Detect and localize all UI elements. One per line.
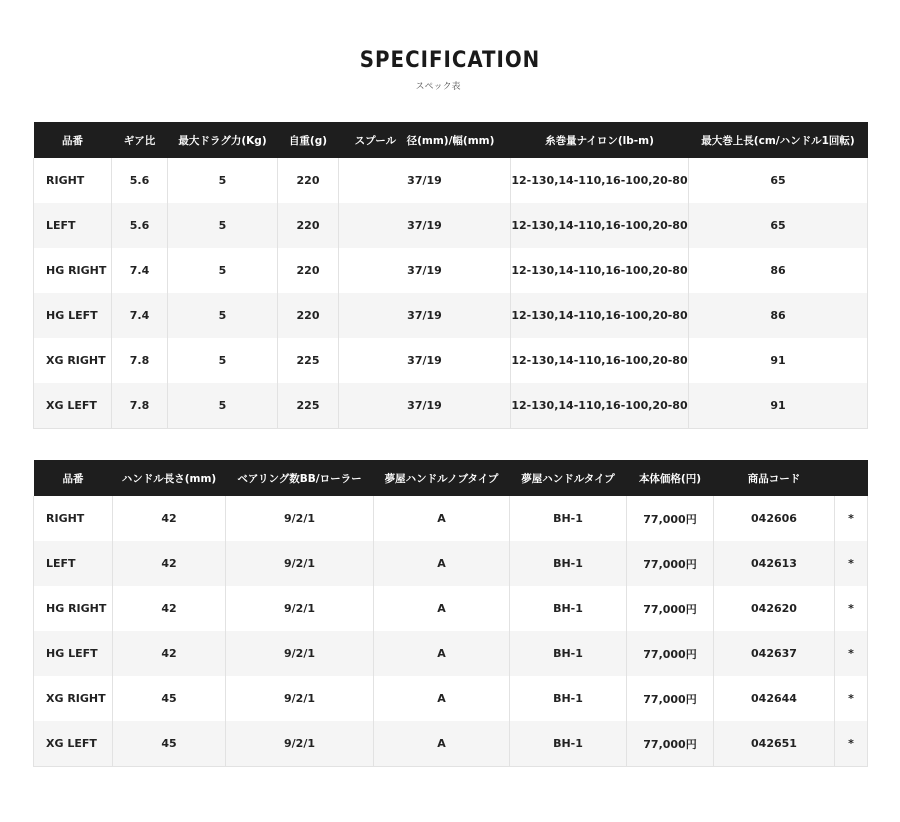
spec-cell: 12-130,14-110,16-100,20-80	[511, 293, 689, 338]
model-name-cell: HG RIGHT	[34, 248, 112, 293]
product-cell: A	[374, 496, 510, 541]
model-name-cell: HG LEFT	[34, 631, 113, 676]
spec-cell: 5	[168, 293, 278, 338]
spec-cell: 37/19	[339, 203, 511, 248]
product-cell: 042620	[714, 586, 835, 631]
table-row	[34, 293, 868, 338]
product-cell: BH-1	[510, 631, 627, 676]
spec-cell: 5	[168, 248, 278, 293]
product-table-header	[34, 460, 868, 496]
model-name-cell: RIGHT	[34, 158, 112, 203]
product-cell: 42	[113, 631, 226, 676]
spec-cell: 37/19	[339, 248, 511, 293]
spec-cell: 5	[168, 158, 278, 203]
table-row	[34, 496, 868, 541]
spec-cell: 7.4	[112, 293, 168, 338]
product-table-body	[34, 496, 868, 767]
spec-header-cell: スプール 径(mm)/幅(mm)	[339, 122, 511, 158]
spec-cell: 65	[689, 203, 868, 248]
product-cell: 9/2/1	[226, 721, 374, 767]
spec-header-cell: 最大巻上長(cm/ハンドル1回転)	[689, 122, 868, 158]
product-cell: 9/2/1	[226, 676, 374, 721]
spec-header-cell: ギア比	[112, 122, 168, 158]
product-cell: 42	[113, 496, 226, 541]
product-cell: 042613	[714, 541, 835, 586]
spec-table	[33, 122, 868, 429]
spec-cell: 37/19	[339, 383, 511, 429]
table-row	[34, 631, 868, 676]
spec-cell: 12-130,14-110,16-100,20-80	[511, 248, 689, 293]
table-row	[34, 676, 868, 721]
spec-cell: 86	[689, 293, 868, 338]
product-cell: BH-1	[510, 676, 627, 721]
spec-cell: 12-130,14-110,16-100,20-80	[511, 203, 689, 248]
product-cell: 042637	[714, 631, 835, 676]
product-cell: 42	[113, 586, 226, 631]
spec-cell: 12-130,14-110,16-100,20-80	[511, 338, 689, 383]
spec-cell: 225	[278, 338, 339, 383]
product-cell: BH-1	[510, 496, 627, 541]
product-cell: BH-1	[510, 721, 627, 767]
product-cell: *	[835, 631, 868, 676]
page-title: SPECIFICATION	[359, 48, 541, 73]
product-cell: 42	[113, 541, 226, 586]
spec-header-cell: 品番	[34, 122, 112, 158]
product-cell: *	[835, 721, 868, 767]
spec-cell: 37/19	[339, 293, 511, 338]
product-cell: 77,000円	[627, 541, 714, 586]
spec-cell: 37/19	[339, 158, 511, 203]
spec-cell: 220	[278, 248, 339, 293]
product-cell: 45	[113, 676, 226, 721]
spec-cell: 5	[168, 383, 278, 429]
spec-cell: 12-130,14-110,16-100,20-80	[511, 158, 689, 203]
product-header-cell: ベアリング数BB/ローラー	[226, 460, 374, 496]
product-cell: A	[374, 586, 510, 631]
product-cell: BH-1	[510, 541, 627, 586]
spec-cell: 7.4	[112, 248, 168, 293]
product-cell: 042606	[714, 496, 835, 541]
product-cell: *	[835, 496, 868, 541]
model-name-cell: HG RIGHT	[34, 586, 113, 631]
product-cell: 9/2/1	[226, 496, 374, 541]
spec-table-body	[34, 158, 868, 429]
table-row	[34, 203, 868, 248]
table-row	[34, 721, 868, 767]
page-subtitle: スペック表	[415, 82, 461, 92]
product-header-cell: ハンドル長さ(mm)	[113, 460, 226, 496]
product-cell: 77,000円	[627, 676, 714, 721]
spec-cell: 220	[278, 293, 339, 338]
product-cell: A	[374, 721, 510, 767]
spec-cell: 7.8	[112, 383, 168, 429]
spec-cell: 7.8	[112, 338, 168, 383]
spec-cell: 86	[689, 248, 868, 293]
table-row	[34, 586, 868, 631]
product-header-cell: 商品コード	[714, 460, 835, 496]
product-header-cell: 本体価格(円)	[627, 460, 714, 496]
spec-cell: 91	[689, 338, 868, 383]
spec-cell: 91	[689, 383, 868, 429]
spec-header-cell: 糸巻量ナイロン(lb-m)	[511, 122, 689, 158]
product-cell: 77,000円	[627, 586, 714, 631]
product-cell: 45	[113, 721, 226, 767]
spec-cell: 37/19	[339, 338, 511, 383]
table-row	[34, 541, 868, 586]
product-cell: A	[374, 631, 510, 676]
product-cell: 042651	[714, 721, 835, 767]
product-header-cell	[835, 460, 868, 496]
model-name-cell: XG RIGHT	[34, 676, 113, 721]
spec-cell: 5.6	[112, 158, 168, 203]
spec-table-header	[34, 122, 868, 158]
model-name-cell: LEFT	[34, 541, 113, 586]
spec-cell: 5	[168, 338, 278, 383]
product-cell: *	[835, 676, 868, 721]
spec-cell: 65	[689, 158, 868, 203]
product-cell: *	[835, 586, 868, 631]
table-row	[34, 248, 868, 293]
product-cell: 042644	[714, 676, 835, 721]
product-cell: 9/2/1	[226, 586, 374, 631]
product-header-cell: 夢屋ハンドルタイプ	[510, 460, 627, 496]
model-name-cell: XG LEFT	[34, 383, 112, 429]
model-name-cell: XG LEFT	[34, 721, 113, 767]
spec-cell: 225	[278, 383, 339, 429]
product-cell: 9/2/1	[226, 631, 374, 676]
spec-cell: 5	[168, 203, 278, 248]
product-cell: 77,000円	[627, 631, 714, 676]
table-row	[34, 383, 868, 429]
product-header-cell: 品番	[34, 460, 113, 496]
model-name-cell: RIGHT	[34, 496, 113, 541]
product-cell: 77,000円	[627, 721, 714, 767]
model-name-cell: HG LEFT	[34, 293, 112, 338]
product-cell: 77,000円	[627, 496, 714, 541]
spec-cell: 12-130,14-110,16-100,20-80	[511, 383, 689, 429]
model-name-cell: XG RIGHT	[34, 338, 112, 383]
spec-cell: 5.6	[112, 203, 168, 248]
table-row	[34, 158, 868, 203]
table-row	[34, 338, 868, 383]
model-name-cell: LEFT	[34, 203, 112, 248]
product-cell: *	[835, 541, 868, 586]
product-cell: 9/2/1	[226, 541, 374, 586]
product-cell: A	[374, 541, 510, 586]
product-cell: A	[374, 676, 510, 721]
spec-cell: 220	[278, 158, 339, 203]
spec-header-cell: 自重(g)	[278, 122, 339, 158]
product-cell: BH-1	[510, 586, 627, 631]
spec-header-cell: 最大ドラグ力(Kg)	[168, 122, 278, 158]
product-header-cell: 夢屋ハンドルノブタイプ	[374, 460, 510, 496]
spec-cell: 220	[278, 203, 339, 248]
product-table	[33, 460, 868, 767]
